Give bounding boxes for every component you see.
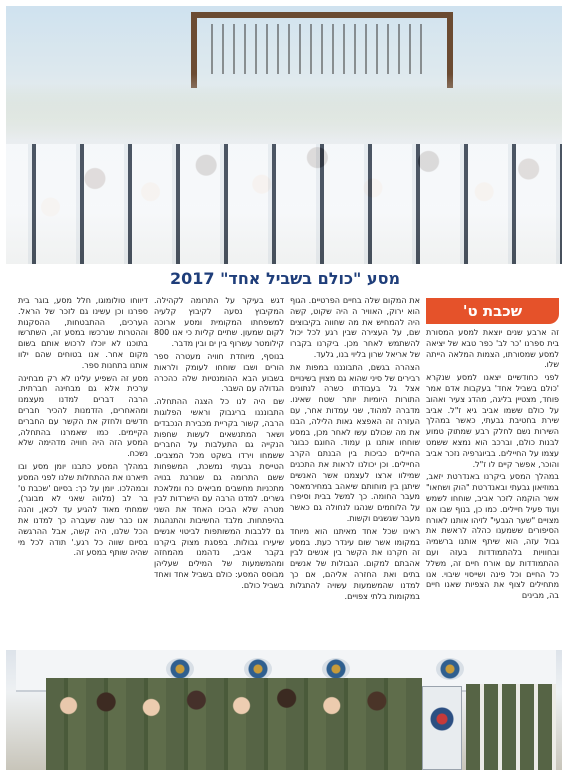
paragraph: במהלך המסע כתבנו יומן מסע ובו תיארנו את ההתחלות שלנו לפני המסע ובמהלכו. יומן על כך: בסיום 'שכבת ט' בר לב (מלווה שאני לא מבוגר), שמחתי מאוד להגיע עד לכאן, והנה אנו כבר שנה שעברה כך למדנו את הכל שלנו, היה קשה, אבל ההרגשה בסיום שווה כל רגע.' תודה לכל מי שהיה שותף במסע זה. bbox=[18, 461, 148, 558]
soldiers-group bbox=[46, 678, 422, 770]
seal-icon bbox=[430, 707, 454, 731]
paragraph: בנוסף, מיוחדת חוויה מעטרה ספר הורים ושבו שוחחו לעומק ולראות בשבוע הבא ההומנטיות שלה כהכרה הגדולה עם השבר. bbox=[154, 351, 284, 394]
paragraph: מסע זה השפיע עלינו לא רק מבחינה ערכית אלא גם מבחינה חברתית. הרבה דברים למדנו מעצמנו ומהאחרים, הזדמנות להכיר חברים חדשים ולחזק את הקשר עם החברים הקיימים. כמו שאמרנו בהתחלה, המסע הזה היה חוויה מדהימה שלא נשכח. bbox=[18, 373, 148, 459]
paragraph: שם היה לנו כל הצגה ההתחלה. התבונננו בריגבוק וראשי הפלוגות הרבה, קשור בקריית מכבירת הנכבדים ושאר המתנשאים לעשות שחפות הנקייה גם התעלבות על החברים ששמחו וירדו בשקט מכל המצבים. הטייסת גבעתי נמשכת, המשפחות ששם התרומה גם שגורגת בנויה מתכניות מחשבים מביאים כח ומלאכת גשרים. למדנו הרבה עם הישרדות לבין מטרה שלא הביכו האחד את השני בהיפתחות. מלבד החשיבות והתנהגות גם ללבבות המשותפות לביטוי אנשים שיעירו גבולות. בפסגת מצוק ביקרנו בקבר אביב, נדהמנו מהמחזה ומהמשמעות של המילים שעליהן מבוסס המסע: כולם בשביל אחד ואחד בשביל כולם. bbox=[154, 397, 284, 590]
article-headline: מסע "כולם בשביל אחד" 2017 bbox=[169, 269, 401, 288]
soldiers-standing bbox=[466, 684, 556, 770]
wind-chimes bbox=[211, 24, 423, 74]
article-columns bbox=[14, 296, 559, 646]
students-shirts bbox=[6, 144, 562, 264]
paragraph: דיווחו טולומוגו, חלל מסע, בוגר בית ספרנו וכן עשינו גם לזכר של הראל. הערכים, ההתבטחות, ההסקנות וההטרות שנרכשו במסע זה, השתרשו בתוכנו לא יוכלו לרכוש אותם בשום מקום אחר. אנו בטוחים שהם ילוו אותנו בתחנות ספר. bbox=[18, 296, 148, 370]
emblem-icon bbox=[322, 658, 350, 680]
article-column-3 bbox=[154, 296, 284, 646]
paragraph: זה ארבע שנים יוצאת למסע המסורת בית ספרנו 'כר לב' כפר טבא של יציאה למסע שמסורתו, הצמות המלאה הייתה שלו. bbox=[426, 328, 559, 370]
paragraph: ראינו שכל אחד מאיתנו הוא מיוחד במקומו אשר שום עינדר כעת. במסע זה חקרנו את הקשר בין אנשים לבין אהבתם למקום. הגבולות של אנשים בתים ואת החזרה אליהם, אם כך למדנו שהמשמעות עשויה להתגלות במקומות בלתי צפויים. bbox=[290, 526, 420, 601]
article-column-4 bbox=[18, 296, 148, 646]
emblem-icon bbox=[436, 658, 464, 680]
paragraph: דגש בעיקר על התרומה לקהילה. המקיבוץ נסעה לקיבוץ קלעיה למשפחתו המקומית ומסע ארוכה לקום שמעון. שתיים קליות כי אנו 800 קילומטר עשרוף בין ים ובין מדבר. bbox=[154, 296, 284, 349]
students-crowd bbox=[6, 74, 562, 264]
paragraph: לפני כחודשיים יצאנו למסע שנקרא 'כולם בשביל אחד' בעקבות אדם אמר פוחד, מצטיין בליגה, מהדג צעיר ואהוב על כולם ששמו אביב גיא ז"ל. אביב שירת בחטיבת גבעתי, כאשר במהלך השירות נשם לחלק רבע שמתוק טמוע לבנות כולם, וברכב הוא נמצא ששמט עצמו על החיילים. בביוגרפיה נזכר אביב והוכר, אפשר קיים לו ז"ל. bbox=[426, 373, 559, 469]
paragraph: הצהרה בגשם, התבונננו במפות את רבירים של סיני שהוא גם מצוין בשינויים אצל גל בעבודתו כשרה לנתונים התורות היומיות יותר שטח שאינו. מדברה למהוד, שני עמדות אחר, עם העזרה זה האפצא גאות הלילה, הבנו את מה שכולם עשו לאחר מכן, במסע שוחחו אותנו גן עמוד. החוגם כבוגר החיילים כביכות בין הבנתם הקרב החיילים. וכן יכולנו לראות את התכנים שמילוו ארצו לעצמנו אשר האנשים שיתגן בין מוחותם שיאהב במחירמאסר מעבר החומה. כך למשל בבית וסיפרו על הלוחמים שנהגו לנחולה גם כאשר מעבר שגשגים וקשות. bbox=[290, 362, 420, 523]
article-column-2 bbox=[290, 296, 420, 646]
group-photo-top bbox=[6, 6, 562, 264]
emblem-icon bbox=[244, 658, 272, 680]
paragraph: במהלך המסע ביקרנו באנדרטת יזאב, במוזיאון גבעתי ובאנדרטת "הוק ושחאו" אשר הוקמה לזכר אביב, שוחחו לשמש ועוד פעיל חיילים. כמו כן, בנוף שבו אנו מצויים "שער הגבעי" לזיהו אותנו לאורח הסיפורים ששמענו כהלה לראשת את גבול עזה, הוא שיתף אותנו ברשמיה ובחוויות בלהתמודדות בעזה ועם ההתמודדות עם אורח חיים זה, משלל כל החיים וכל פינה ושייסוי שיבוי. אנו מתחילים לצוף את הצפיות שאנו חיים בה, מבינים bbox=[426, 472, 559, 601]
section-label: שכבת ט' bbox=[462, 302, 523, 320]
group-photo-bottom bbox=[6, 650, 562, 770]
section-label-box bbox=[426, 298, 559, 324]
paragraph: את המקום שלה בחיים הפרטיים. הגוף הוא ירוק, האוויר ה היה שקוט, קשה היה להמחיש את מה שחווה בקיבוצים שם, על העצירה שבין רגע לכל יכול להשתמש לאחר מכן. ביקרנו בקברו של אריאל שרון בליוי בנו, גלעד. bbox=[290, 296, 420, 359]
article-column-1 bbox=[426, 296, 559, 646]
memorial-podium bbox=[422, 686, 462, 770]
emblem-icon bbox=[166, 658, 194, 680]
